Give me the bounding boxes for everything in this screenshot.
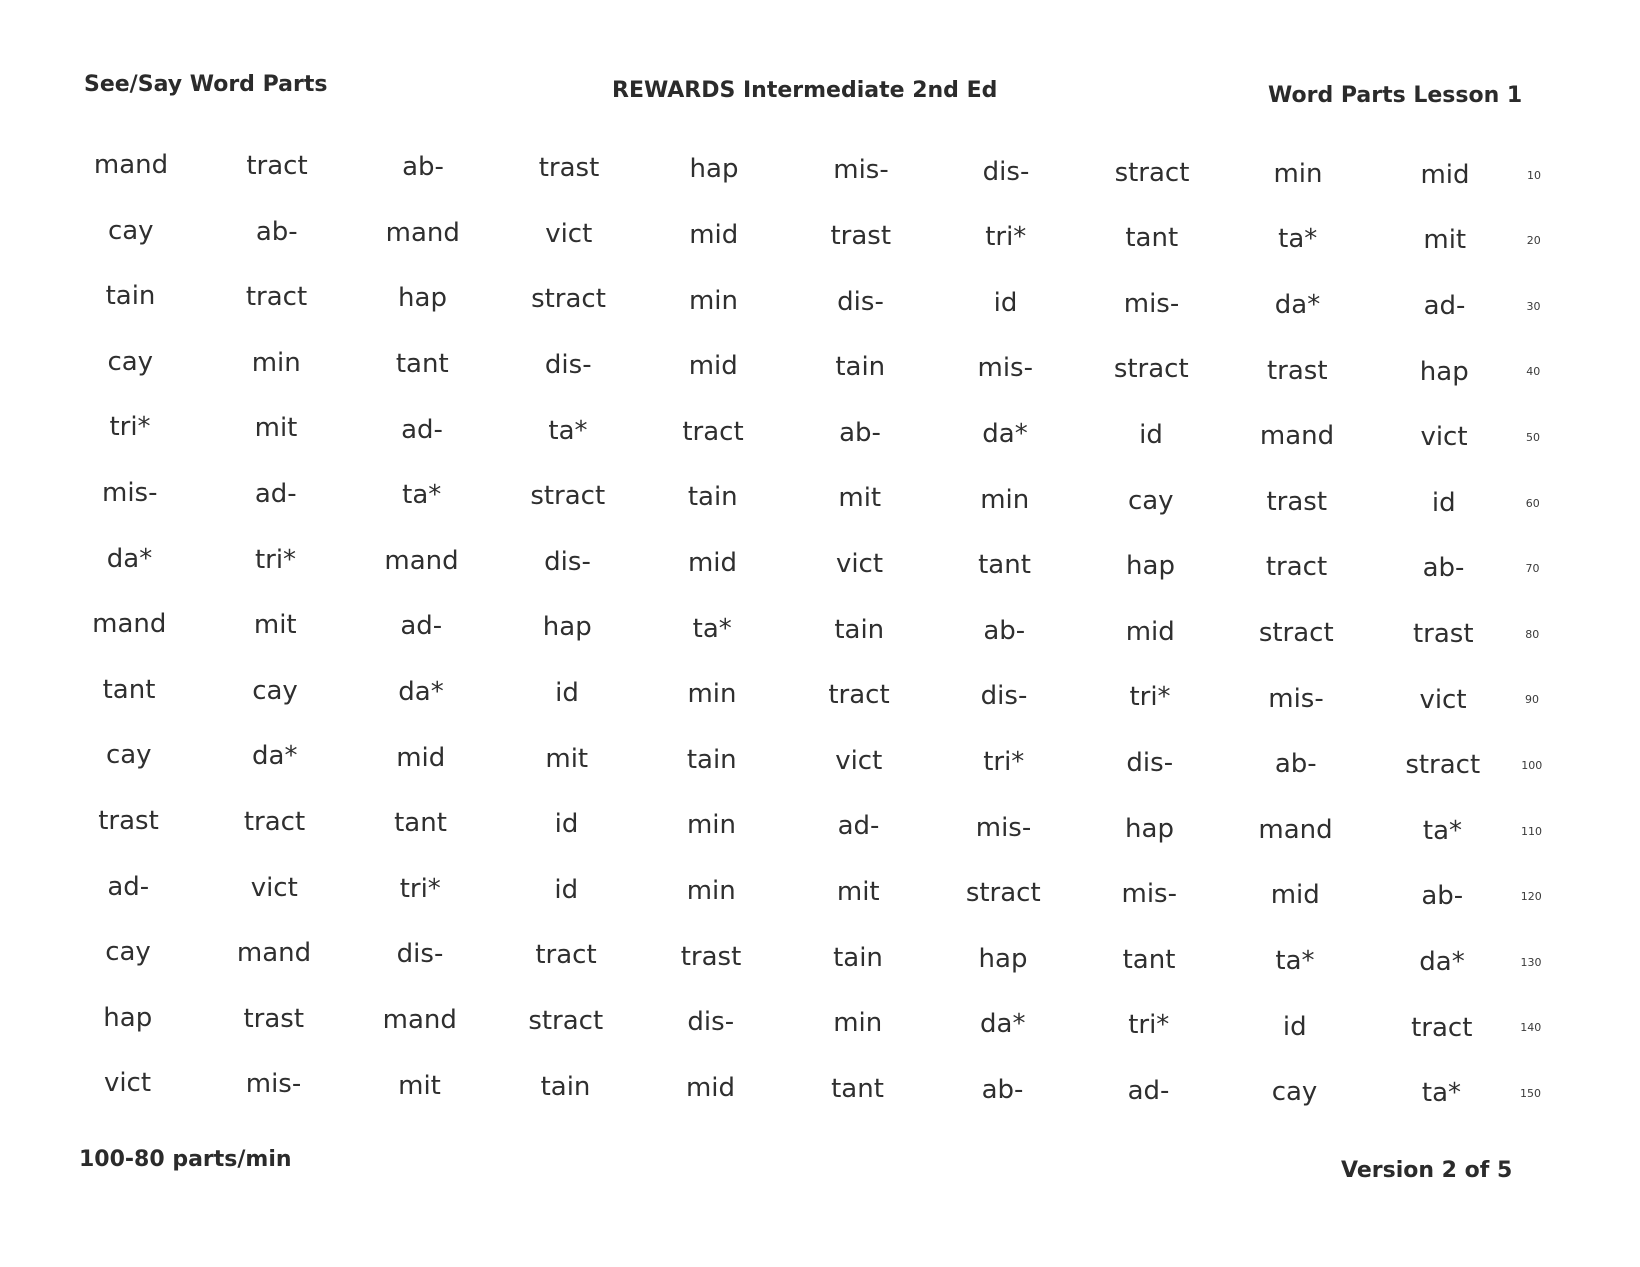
word-part: tain [105,281,156,312]
word-row [0,998,1640,1043]
word-part: mid [687,547,738,578]
word-part: da* [252,741,298,772]
word-row [0,932,1640,978]
word-part: ab- [981,1074,1024,1105]
word-part: mand [385,217,460,248]
word-part: id [1431,487,1456,518]
row-count: 120 [1520,890,1542,904]
word-part: ad- [837,811,880,842]
word-part: mis- [102,478,158,508]
word-part: dis- [982,156,1030,187]
row-count: 80 [1525,627,1540,641]
word-part: trast [98,806,159,836]
word-part: min [688,285,739,316]
word-row [0,735,1640,781]
word-part: ta* [1421,1078,1462,1109]
word-part: cay [107,215,154,246]
word-part: tain [540,1071,591,1102]
word-part: mis- [833,155,889,186]
word-part: id [993,287,1018,318]
word-part: hap [103,1002,153,1033]
word-part: tri* [983,746,1025,777]
word-part: mis- [1123,288,1180,319]
word-part: dis- [837,286,884,317]
word-part: id [554,874,579,905]
word-part: tant [978,550,1031,581]
word-part: tri* [985,222,1027,253]
word-part: ab- [1274,749,1317,780]
word-part: tri* [109,412,151,443]
word-part: stract [531,284,606,315]
word-part: tant [1125,223,1179,254]
word-part: vict [103,1068,152,1099]
word-part: mand [382,1004,457,1035]
word-row [0,145,1640,190]
row-count: 90 [1525,693,1539,707]
row-count: 140 [1520,1021,1542,1035]
word-part: tri* [1129,682,1171,713]
word-part: tract [246,151,308,182]
word-part: dis- [396,939,444,970]
word-part: tract [535,940,597,971]
word-row [0,801,1640,846]
word-part: trast [1412,619,1474,650]
word-part: ad- [254,479,297,510]
row-count: 50 [1526,430,1540,444]
word-part: mit [253,610,297,641]
word-part: ab- [1421,881,1464,912]
word-part: ab- [255,216,298,247]
word-part: cay [105,937,151,968]
word-part: tain [835,352,886,383]
word-part: min [251,347,301,378]
word-part: trast [538,153,600,184]
word-part: mit [836,877,880,908]
word-part: id [1282,1011,1307,1042]
word-part: mid [1420,159,1470,190]
word-part: vict [1420,422,1468,453]
word-row [0,276,1640,322]
word-part: min [687,679,737,710]
word-part: cay [105,740,152,771]
word-part: ta* [692,613,732,644]
word-part: mis- [245,1069,302,1100]
word-part: ad- [400,611,443,642]
word-part: vict [835,549,884,580]
word-part: ta* [402,480,442,511]
word-part: tract [828,680,890,711]
row-count: 20 [1526,234,1541,248]
word-part: tant [394,808,447,839]
word-part: da* [980,1009,1026,1040]
word-part: mand [1259,421,1335,452]
word-row [0,867,1640,912]
row-count: 40 [1526,365,1541,379]
word-part: da* [982,418,1028,449]
row-count: 100 [1521,758,1543,772]
worksheet-type-label: See/Say Word Parts [84,72,328,97]
word-part: stract [528,1006,604,1037]
word-part: tant [395,348,449,379]
word-part: tract [245,282,308,313]
word-part: vict [545,218,593,249]
word-part: stract [965,878,1041,909]
word-row [0,211,1640,256]
word-part: mit [545,743,589,774]
word-part: ad- [1127,1076,1170,1107]
word-part: tri* [399,873,441,904]
word-part: dis- [544,546,591,577]
word-row [0,1063,1640,1109]
word-part: mand [92,609,167,640]
word-part: cay [1127,485,1174,516]
word-part: mand [93,150,169,180]
word-part: min [980,484,1030,515]
word-part: tract [1265,552,1328,583]
word-part: mid [685,1072,736,1103]
word-part: cay [252,675,298,706]
word-part: tri* [254,544,297,575]
word-part: min [1273,158,1323,189]
word-part: mit [838,483,882,514]
word-part: min [686,810,737,841]
word-part: ab- [402,152,444,183]
word-part: hap [1126,551,1175,582]
word-part: ta* [1275,945,1315,976]
word-part: da* [106,543,153,574]
word-part: mid [1270,880,1320,911]
word-row [0,407,1640,453]
word-part: tract [682,416,744,447]
word-part: mid [689,219,739,250]
word-part: cay [107,346,154,377]
word-part: dis- [980,681,1028,712]
word-part: mis- [977,353,1033,384]
word-part: mid [396,742,446,773]
word-part: mid [688,351,738,382]
word-part: hap [1419,356,1469,387]
word-part: ta* [1278,224,1318,255]
word-part: cay [1271,1077,1318,1108]
word-part: stract [1114,157,1190,188]
word-part: mit [398,1070,441,1101]
word-part: ab- [983,615,1026,646]
word-row [0,473,1640,518]
word-part: tri* [1128,1010,1170,1041]
word-row [0,670,1640,715]
word-part: hap [398,283,447,314]
word-part: mand [236,938,312,969]
word-part: da* [1419,947,1465,978]
word-row [0,342,1640,387]
word-part: mit [254,413,298,444]
word-part: tant [102,674,156,705]
row-count: 70 [1525,562,1540,576]
row-count: 30 [1526,299,1541,313]
word-part: tain [686,744,737,775]
word-row [0,539,1640,584]
word-part: ad- [401,414,443,445]
word-part: tain [687,482,738,513]
word-part: mand [384,545,459,576]
word-part: trast [1266,355,1328,386]
row-count: 60 [1525,496,1540,510]
fluency-goal-label: 100-80 parts/min [79,1147,292,1172]
word-part: ab- [839,417,881,448]
word-part: trast [1266,486,1328,517]
lesson-label: Word Parts Lesson 1 [1268,83,1523,108]
word-part: tract [243,807,306,838]
word-part: ad- [107,871,150,902]
word-part: trast [830,221,892,252]
word-part: trast [243,1003,305,1034]
word-part: tract [1411,1012,1473,1043]
word-part: mid [1125,616,1175,647]
word-part: da* [1274,289,1321,320]
row-count: 150 [1520,1086,1541,1100]
word-part: da* [398,676,444,707]
row-count: 110 [1521,824,1542,838]
word-part: vict [1419,684,1467,715]
word-part: mis- [975,812,1032,843]
word-part: mis- [1121,879,1177,910]
word-part: dis- [687,1007,735,1038]
word-part: stract [1113,354,1189,385]
word-part: tant [1122,944,1176,975]
version-label: Version 2 of 5 [1341,1158,1513,1183]
word-part: hap [978,943,1028,974]
word-part: min [686,875,736,906]
word-part: ab- [1422,553,1465,584]
word-part: ta* [1422,815,1463,846]
program-title: REWARDS Intermediate 2nd Ed [612,78,998,103]
word-part: tain [833,942,883,973]
word-part: trast [680,941,742,972]
word-part: mit [1423,225,1467,256]
word-part: ta* [548,415,588,446]
word-row [0,604,1640,650]
word-part: vict [250,872,298,903]
row-count: 130 [1520,955,1542,969]
row-count: 10 [1527,168,1541,182]
word-part: stract [1405,750,1481,781]
word-part: id [555,678,579,709]
word-part: tain [834,614,885,645]
word-part: tant [831,1073,884,1104]
word-part: vict [835,745,883,776]
word-part: hap [542,612,592,643]
word-part: hap [1125,813,1174,844]
word-part: stract [530,481,606,512]
word-part: dis- [544,350,592,381]
word-part: id [1139,420,1163,451]
word-part: dis- [1126,748,1174,779]
word-part: hap [689,154,739,185]
word-part: mis- [1268,683,1324,714]
word-part: ad- [1423,291,1466,322]
word-part: min [833,1008,883,1039]
word-part: id [554,809,579,840]
word-part: stract [1258,617,1334,648]
word-part: mand [1258,814,1333,845]
